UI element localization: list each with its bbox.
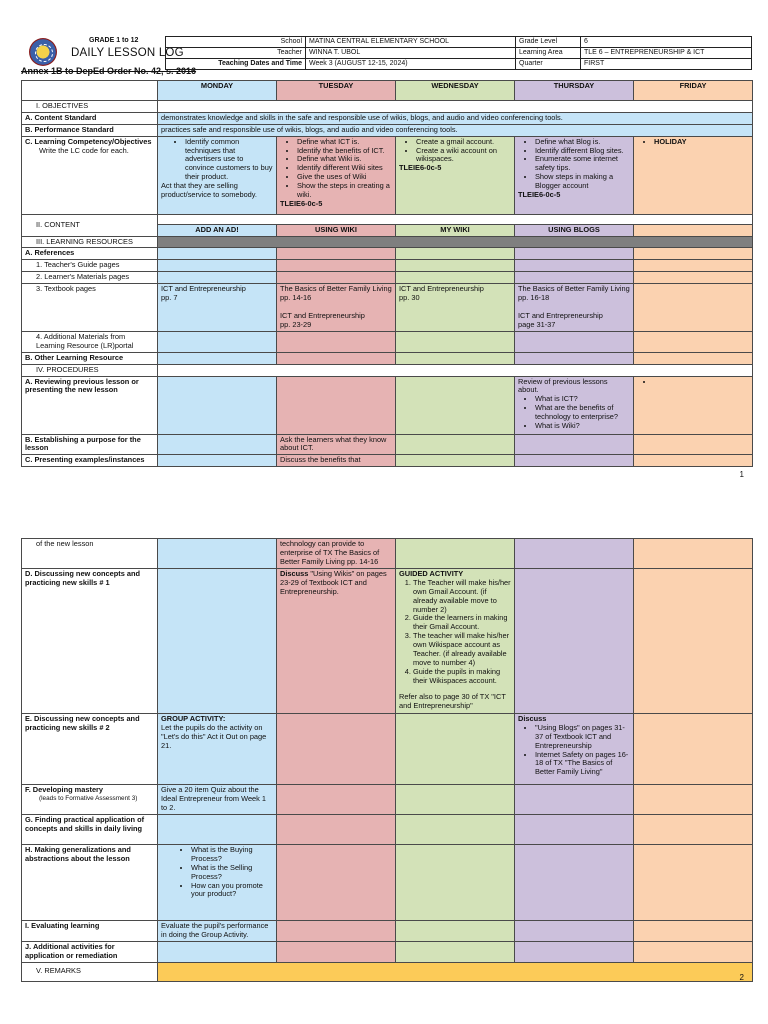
discuss-heading: Discuss xyxy=(518,714,547,723)
lc-code-thursday: TLEIE6-0c-5 xyxy=(518,189,561,199)
header xyxy=(21,36,752,76)
procedure-a-thursday xyxy=(515,376,634,434)
day-monday: MONDAY xyxy=(158,81,277,101)
review-intro: Review of previous lessons about. xyxy=(518,376,608,395)
list-item: • What are the benefits of technology to enterprise? xyxy=(535,404,630,422)
textbook-monday: ICT and Entrepreneurship pp. 7 xyxy=(158,284,277,332)
grade-level-value: 6 xyxy=(581,37,752,48)
textbook-pages-label: 3. Textbook pages xyxy=(22,284,158,332)
procedure-a-label: A. Reviewing previous lesson or presenting the new lesson xyxy=(22,376,158,434)
list-item: • Define what Wiki is. xyxy=(297,155,392,164)
procedure-h-monday xyxy=(158,845,277,921)
procedure-b-tuesday: Ask the learners what they know about ICT. xyxy=(277,434,396,455)
school-label: School xyxy=(166,37,306,48)
lesson-log-table-page-2 xyxy=(21,538,753,982)
competency-sublabel: Write the LC code for each. xyxy=(39,145,129,155)
procedure-f-monday: Give a 20 item Quiz about the Ideal Entrepreneur from Week 1 to 2. xyxy=(158,785,277,815)
procedure-c-label-cont: of the new lesson xyxy=(22,539,158,569)
school-value: MATINA CENTRAL ELEMENTARY SCHOOL xyxy=(306,37,516,48)
procedure-d-tuesday xyxy=(277,569,396,714)
quarter-value: FIRST xyxy=(581,59,752,70)
textbook-thursday: The Basics of Better Family Living pp. 16-18 ICT and Entrepreneurship page 31-37 xyxy=(515,284,634,332)
list-item: 2. Guide the learners in making their Gmail Account. xyxy=(413,614,511,632)
content-monday: ADD AN AD! xyxy=(158,224,277,236)
list-item: • Give the uses of Wiki xyxy=(297,173,392,182)
teacher-label: Teacher xyxy=(166,48,306,59)
grade-level-label: Grade Level xyxy=(516,37,581,48)
competency-friday xyxy=(634,136,753,214)
procedure-e-monday xyxy=(158,714,277,785)
list-item: • "Using Blogs" on pages 31-37 of Textbook ICT and Entrepreneurship xyxy=(535,724,630,751)
page-number-1: 1 xyxy=(739,470,744,479)
learning-area-label: Learning Area xyxy=(516,48,581,59)
lc-code-wednesday: TLEIE6-0c-5 xyxy=(399,163,442,173)
dates-label: Teaching Dates and Time xyxy=(166,59,306,70)
content-heading: II. CONTENT xyxy=(22,214,158,236)
teacher-value: WINNA T. UBOL xyxy=(306,48,516,59)
competency-tuesday xyxy=(277,136,396,214)
list-item: • Create a gmail account. xyxy=(416,138,511,147)
list-item: 3. The teacher will make his/her own Wikispace account as Teacher. (if already available move to number 4) xyxy=(413,632,511,668)
list-item: • How can you promote your product? xyxy=(191,882,273,900)
list-item: • What is the Buying Process? xyxy=(191,846,273,864)
procedure-c-label: C. Presenting examples/instances xyxy=(22,455,158,467)
list-item: • Identify different Blog sites. xyxy=(535,147,630,156)
learners-materials-label: 2. Learner's Materials pages xyxy=(22,272,158,284)
objectives-heading: I. OBJECTIVES xyxy=(22,101,158,113)
list-item: • HOLIDAY xyxy=(654,138,749,147)
list-item: • Identify the benefits of ICT. xyxy=(297,147,392,156)
additional-materials-label: 4. Additional Materials from Learning Resource (LR)portal xyxy=(22,332,158,353)
guided-activity-heading: GUIDED ACTIVITY xyxy=(399,569,464,578)
competency-monday xyxy=(158,136,277,214)
lc-code-tuesday: TLEIE6-0c-5 xyxy=(280,198,323,208)
dates-value: Week 3 (AUGUST 12-15, 2024) xyxy=(306,59,516,70)
learning-area-value: TLE 6 – ENTREPRENEURSHIP & ICT xyxy=(581,48,752,59)
list-item: • What is Wiki? xyxy=(535,422,630,431)
teachers-guide-label: 1. Teacher's Guide pages xyxy=(22,260,158,272)
list-item: • Define what Blog is. xyxy=(535,138,630,147)
list-item: • Identify different Wiki sites xyxy=(297,164,392,173)
day-friday: FRIDAY xyxy=(634,81,753,101)
procedure-h-label: H. Making generalizations and abstractions about the lesson xyxy=(22,845,158,921)
info-table xyxy=(165,36,752,70)
procedure-f-sublabel: (leads to Formative Assessment 3) xyxy=(39,794,138,802)
procedure-c-tuesday: Discuss the benefits that xyxy=(277,455,396,467)
procedure-e-thursday xyxy=(515,714,634,785)
competency-label-cell xyxy=(22,136,158,214)
list-item: • Show steps in making a Blogger account xyxy=(535,173,630,191)
list-item: 1. The Teacher will make his/her own Gmail Account. (if already available move to number 2) xyxy=(413,579,511,615)
procedure-i-label: I. Evaluating learning xyxy=(22,921,158,942)
textbook-tuesday: The Basics of Better Family Living pp. 14-16 ICT and Entrepreneurship pp. 23-29 xyxy=(277,284,396,332)
list-item: • Internet Safety on pages 16-18 of TX "The Basics of Better Family Living" xyxy=(535,751,630,778)
content-wednesday: MY WIKI xyxy=(396,224,515,236)
list-item: • Enumerate some internet safety tips. xyxy=(535,155,630,173)
group-activity-text: Let the pupils do the activity on "Let's do this" Act it Out on page 21. xyxy=(161,722,267,750)
content-tuesday: USING WIKI xyxy=(277,224,396,236)
other-resource-label: B. Other Learning Resource xyxy=(22,352,158,364)
quarter-label: Quarter xyxy=(516,59,581,70)
performance-standard: practices safe and responsible use of wikis, blogs, and audio and video conferencing tools. xyxy=(158,124,753,136)
content-standard: demonstrates knowledge and skills in the safe and responsible use of wikis, blogs, and audio and video conferencing tools. xyxy=(158,112,753,124)
procedure-e-label: E. Discussing new concepts and practicing new skills # 2 xyxy=(22,714,158,785)
procedure-f-label: F. Developing mastery xyxy=(25,785,104,794)
procedure-f-label-cell xyxy=(22,785,158,815)
list-item: • Show the steps in creating a wiki. xyxy=(297,182,392,200)
document-title: DAILY LESSON LOG xyxy=(71,47,184,59)
deped-seal-icon xyxy=(29,38,57,66)
references-label: A. References xyxy=(22,248,158,260)
content-thursday: USING BLOGS xyxy=(515,224,634,236)
grade-range: GRADE 1 to 12 xyxy=(89,37,139,44)
remarks-label: V. REMARKS xyxy=(22,962,158,981)
day-header-row xyxy=(22,81,753,101)
list-item xyxy=(654,378,749,387)
procedure-b-label: B. Establishing a purpose for the lesson xyxy=(22,434,158,455)
discuss-label: Discuss xyxy=(280,569,309,578)
competency-label: C. Learning Competency/Objectives xyxy=(25,136,152,146)
textbook-wednesday: ICT and Entrepreneurship pp. 30 xyxy=(396,284,515,332)
day-tuesday: TUESDAY xyxy=(277,81,396,101)
page-number-2: 2 xyxy=(739,973,744,982)
procedure-i-monday: Evaluate the pupil's performance in doing the Group Activity. xyxy=(158,921,277,942)
procedures-heading: IV. PROCEDURES xyxy=(22,364,158,376)
procedure-d-wednesday xyxy=(396,569,515,714)
procedure-c-tuesday-cont: technology can provide to enterprise of TX The Basics of Better Family Living pp. 14-16 xyxy=(277,539,396,569)
competency-thursday xyxy=(515,136,634,214)
discuss-text: "Using Wikis" on pages 23-29 of Textbook ICT and Entrepreneurship. xyxy=(280,569,387,596)
list-item: • What is ICT? xyxy=(535,395,630,404)
guided-activity-reference: Refer also to page 30 of TX "ICT and Entrepreneurship" xyxy=(399,692,506,711)
content-standard-label: A. Content Standard xyxy=(22,112,158,124)
lesson-log-table-page-1 xyxy=(21,80,753,467)
list-item: • Create a wiki account on wikispaces. xyxy=(416,147,511,165)
day-thursday: THURSDAY xyxy=(515,81,634,101)
day-wednesday: WEDNESDAY xyxy=(396,81,515,101)
procedure-j-label: J. Additional activities for application or remediation xyxy=(22,941,158,962)
corner-cell xyxy=(22,81,158,101)
list-item: • What is the Selling Process? xyxy=(191,864,273,882)
procedure-g-label: G. Finding practical application of concepts and skills in daily living xyxy=(22,815,158,845)
performance-standard-label: B. Performance Standard xyxy=(22,124,158,136)
list-item: • Identify common techniques that advertisers use to convince customers to buy their product. xyxy=(185,138,273,182)
resources-heading: III. LEARNING RESOURCES xyxy=(22,236,158,248)
list-item: • Define what ICT is. xyxy=(297,138,392,147)
list-item: 4. Guide the pupils in making their Wikispaces account. xyxy=(413,668,511,686)
annex-reference: Annex 1B to DepEd Order No. 42, s. 2016 xyxy=(21,66,197,76)
procedure-d-label: D. Discussing new concepts and practicing new skills # 1 xyxy=(22,569,158,714)
group-activity-heading: GROUP ACTIVITY: xyxy=(161,714,226,723)
remarks-cell xyxy=(158,962,753,981)
competency-wednesday xyxy=(396,136,515,214)
competency-monday-note: Act that they are selling product/service to somebody. xyxy=(161,181,257,199)
